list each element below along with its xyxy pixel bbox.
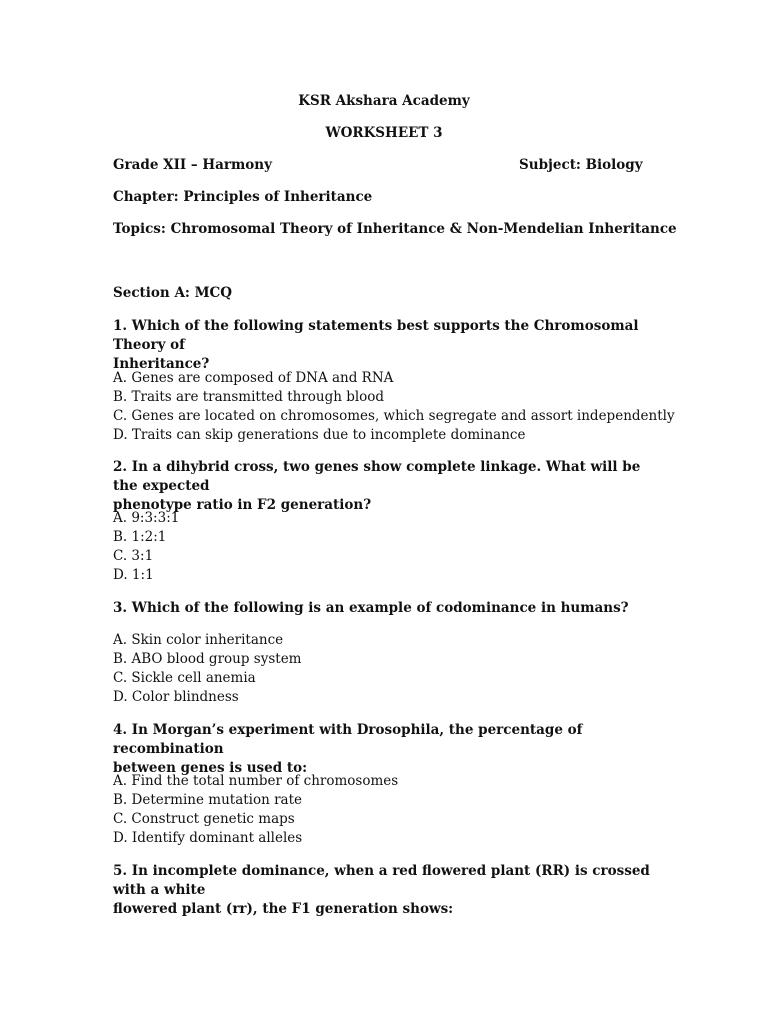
option-2b: B. 1:2:1 bbox=[113, 529, 167, 545]
option-2a: A. 9:3:3:1 bbox=[113, 510, 180, 526]
option-4a: A. Find the total number of chromosomes bbox=[113, 773, 399, 789]
option-1a: A. Genes are composed of DNA and RNA bbox=[113, 370, 394, 386]
question-4-options bbox=[113, 772, 673, 848]
option-1b: B. Traits are transmitted through blood bbox=[113, 389, 385, 405]
topics-label: Topics: Chromosomal Theory of Inheritance & Non-Mendelian Inheritance bbox=[113, 221, 677, 237]
option-2c: C. 3:1 bbox=[113, 548, 154, 564]
question-3-line-1: 3. Which of the following is an example of codominance in humans? bbox=[113, 600, 629, 616]
option-3b: B. ABO blood group system bbox=[113, 651, 302, 667]
option-3c: C. Sickle cell anemia bbox=[113, 670, 256, 686]
question-5-line-2: flowered plant (rr), the F1 generation shows: bbox=[113, 901, 454, 917]
grade-label: Grade XII – Harmony bbox=[113, 157, 272, 173]
question-5-line-1: 5. In incomplete dominance, when a red flowered plant (RR) is crossed with a white bbox=[113, 863, 650, 898]
question-2-options bbox=[113, 509, 673, 585]
option-4d: D. Identify dominant alleles bbox=[113, 830, 303, 846]
option-3d: D. Color blindness bbox=[113, 689, 239, 705]
question-3 bbox=[113, 599, 653, 618]
question-2-line-2: phenotype ratio in F2 generation? bbox=[113, 497, 372, 513]
chapter-label: Chapter: Principles of Inheritance bbox=[113, 189, 373, 205]
question-1 bbox=[113, 317, 653, 374]
question-2-line-1: 2. In a dihybrid cross, two genes show complete linkage. What will be the expected bbox=[113, 459, 641, 494]
option-4c: C. Construct genetic maps bbox=[113, 811, 295, 827]
option-4b: B. Determine mutation rate bbox=[113, 792, 303, 808]
option-1d: D. Traits can skip generations due to incomplete dominance bbox=[113, 427, 526, 443]
option-1c: C. Genes are located on chromosomes, which segregate and assort independently bbox=[113, 408, 675, 424]
question-1-options bbox=[113, 369, 673, 445]
question-4-line-2: between genes is used to: bbox=[113, 760, 308, 776]
question-4 bbox=[113, 721, 653, 778]
question-1-line-1: 1. Which of the following statements best supports the Chromosomal Theory of bbox=[113, 318, 639, 353]
question-3-options bbox=[113, 631, 673, 707]
question-1-line-2: Inheritance? bbox=[113, 356, 210, 372]
option-2d: D. 1:1 bbox=[113, 567, 154, 583]
question-5 bbox=[113, 862, 673, 919]
question-2 bbox=[113, 458, 653, 515]
option-3a: A. Skin color inheritance bbox=[113, 632, 284, 648]
question-4-line-1: 4. In Morgan’s experiment with Drosophila, the percentage of recombination bbox=[113, 722, 583, 757]
section-title: Section A: MCQ bbox=[113, 285, 233, 301]
school-name: KSR Akshara Academy bbox=[298, 93, 470, 109]
worksheet-title: WORKSHEET 3 bbox=[325, 125, 443, 141]
subject-label: Subject: Biology bbox=[519, 157, 643, 173]
